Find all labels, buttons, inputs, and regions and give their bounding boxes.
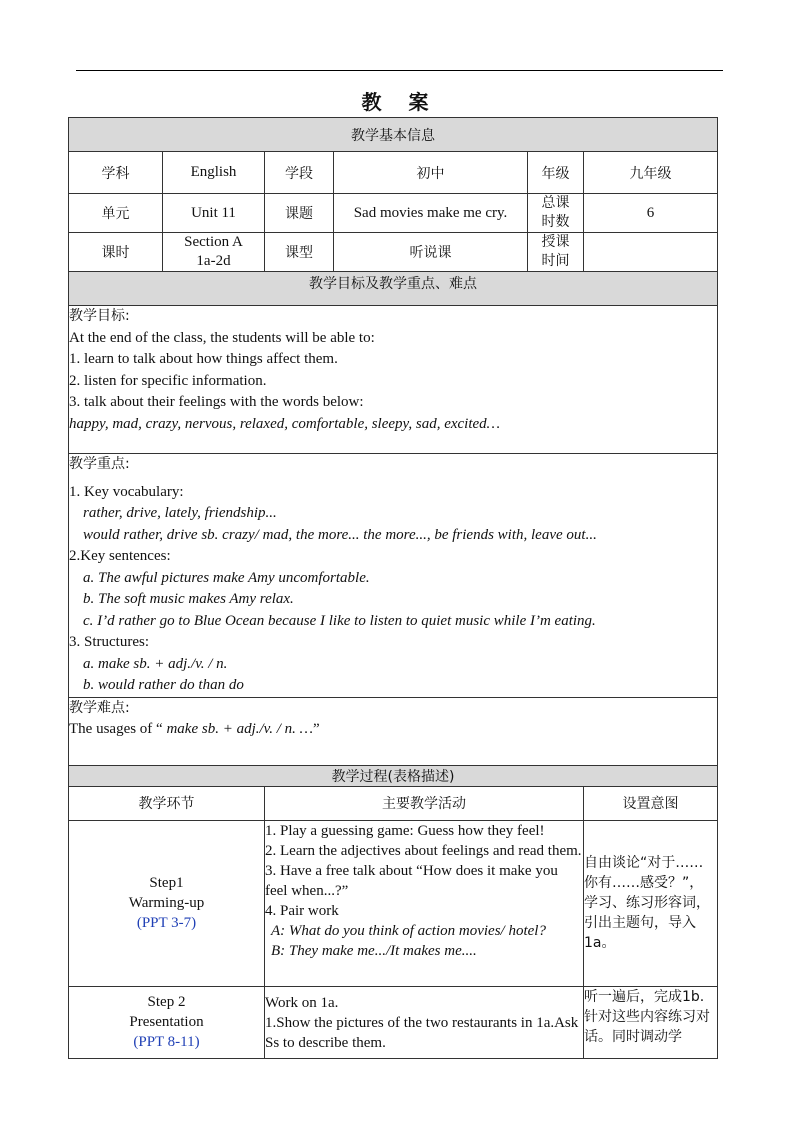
total-periods-value: 6 xyxy=(584,194,718,233)
goal-line: At the end of the class, the students will be able to: xyxy=(69,329,375,346)
key-sentence: c. I’d rather go to Blue Ocean because I like to listen to quiet music while I’m eating. xyxy=(83,612,596,629)
step2-name: Step 2 xyxy=(147,994,186,1010)
subject-value: English xyxy=(163,152,265,194)
key-points-cell xyxy=(69,454,718,698)
step1-intent-cell: 自由谈论“对于……你有……感受？”，学习、练习形容词，引出主题句，导入1a。 xyxy=(584,820,718,986)
step1-ppt: (PPT 3-7) xyxy=(136,915,197,931)
lesson-type-label: 课型 xyxy=(265,233,334,272)
stage-label: 学段 xyxy=(265,152,334,194)
step2-activity-cell xyxy=(265,986,584,1058)
dialog-line: B: They make me.../It makes me.... xyxy=(271,942,477,959)
period-value-line1: Section A xyxy=(184,234,243,250)
teaching-goals-label: 教学目标: xyxy=(69,308,130,324)
step1-stage-cell xyxy=(69,820,265,986)
activity-line: 1.Show the pictures of the two restaurants in 1a.Ask Ss to describe them. xyxy=(265,1014,579,1051)
difficulty-suffix: ” xyxy=(312,721,320,737)
teaching-time-label-line2: 时间 xyxy=(541,253,570,269)
difficulties-cell xyxy=(69,697,718,765)
lesson-type-value: 听说课 xyxy=(334,233,528,272)
period-value xyxy=(163,233,265,272)
unit-value: Unit 11 xyxy=(163,194,265,233)
page-title: 教 案 xyxy=(361,90,439,114)
teaching-time-value xyxy=(584,233,718,272)
period-label: 课时 xyxy=(69,233,163,272)
goal-line: 2. listen for specific information. xyxy=(69,372,267,389)
structure-line: a. make sb. + adj./v. / n. xyxy=(83,655,228,672)
activity-line: 3. Have a free talk about “How does it make you feel when...?” xyxy=(265,862,558,899)
structure-line: b. would rather do than do xyxy=(83,677,244,693)
key-points-label: 教学重点: xyxy=(69,456,130,472)
header-rule xyxy=(76,70,723,71)
difficulty-prefix: The usages of “ xyxy=(69,721,163,737)
unit-label: 单元 xyxy=(69,194,163,233)
key-sentence: a. The awful pictures make Amy uncomfortable. xyxy=(83,569,370,586)
activity-line: 2. Learn the adjectives about feelings and read them. xyxy=(265,842,582,859)
step1-activity-cell xyxy=(265,820,584,986)
key-vocab-line: rather, drive, lately, friendship... xyxy=(83,505,277,521)
teaching-time-label xyxy=(528,233,584,272)
key-sentence: b. The soft music makes Amy relax. xyxy=(83,591,294,607)
key-vocab-line: would rather, drive sb. crazy/ mad, the more... the more..., be friends with, leave out... xyxy=(83,526,597,543)
goal-line: 1. learn to talk about how things affect them. xyxy=(69,351,338,367)
key-sentences-heading: 2.Key sentences: xyxy=(69,548,171,564)
goal-line: 3. talk about their feelings with the words below: xyxy=(69,394,364,410)
key-vocab-heading: 1. Key vocabulary: xyxy=(69,483,184,500)
total-periods-label-line2: 时数 xyxy=(541,214,570,230)
process-header: 教学过程(表格描述) xyxy=(69,765,718,786)
teaching-time-label-line1: 授课 xyxy=(541,234,570,250)
activity-line: 4. Pair work xyxy=(265,902,339,919)
stage-value: 初中 xyxy=(334,152,528,194)
step2-sub: Presentation xyxy=(129,1014,204,1030)
dialog-line: A: What do you think of action movies/ hotel? xyxy=(271,922,546,939)
col-intent-header: 设置意图 xyxy=(584,786,718,820)
difficulty-line xyxy=(69,719,717,741)
activity-line: Work on 1a. xyxy=(265,994,339,1011)
difficulties-label: 教学难点: xyxy=(69,699,130,716)
structures-heading: 3. Structures: xyxy=(69,634,149,650)
grade-value: 九年级 xyxy=(584,152,718,194)
topic-value: Sad movies make me cry. xyxy=(334,194,528,233)
col-stage-header: 教学环节 xyxy=(69,786,265,820)
topic-label: 课题 xyxy=(265,194,334,233)
lesson-plan-table xyxy=(68,117,718,1059)
total-periods-label xyxy=(528,194,584,233)
basic-info-header: 教学基本信息 xyxy=(69,118,718,152)
col-activity-header: 主要教学活动 xyxy=(265,786,584,820)
step2-stage-cell xyxy=(69,986,265,1058)
grade-label: 年级 xyxy=(528,152,584,194)
activity-line: 1. Play a guessing game: Guess how they feel! xyxy=(265,822,545,839)
step2-ppt: (PPT 8-11) xyxy=(133,1034,200,1050)
period-value-line2: 1a-2d xyxy=(196,253,231,269)
step1-sub: Warming-up xyxy=(128,895,205,911)
difficulty-structure: make sb. + adj./v. / n. … xyxy=(162,721,313,737)
teaching-goals-cell xyxy=(69,306,718,454)
total-periods-label-line1: 总课 xyxy=(541,195,570,211)
step1-name: Step1 xyxy=(149,875,184,891)
subject-label: 学科 xyxy=(69,152,163,194)
objectives-header: 教学目标及教学重点、难点 xyxy=(69,272,718,306)
feeling-words: happy, mad, crazy, nervous, relaxed, comfortable, sleepy, sad, excited… xyxy=(69,415,501,432)
step2-intent-cell: 听一遍后，完成1b.针对这些内容练习对话。同时调动学 xyxy=(584,986,718,1058)
